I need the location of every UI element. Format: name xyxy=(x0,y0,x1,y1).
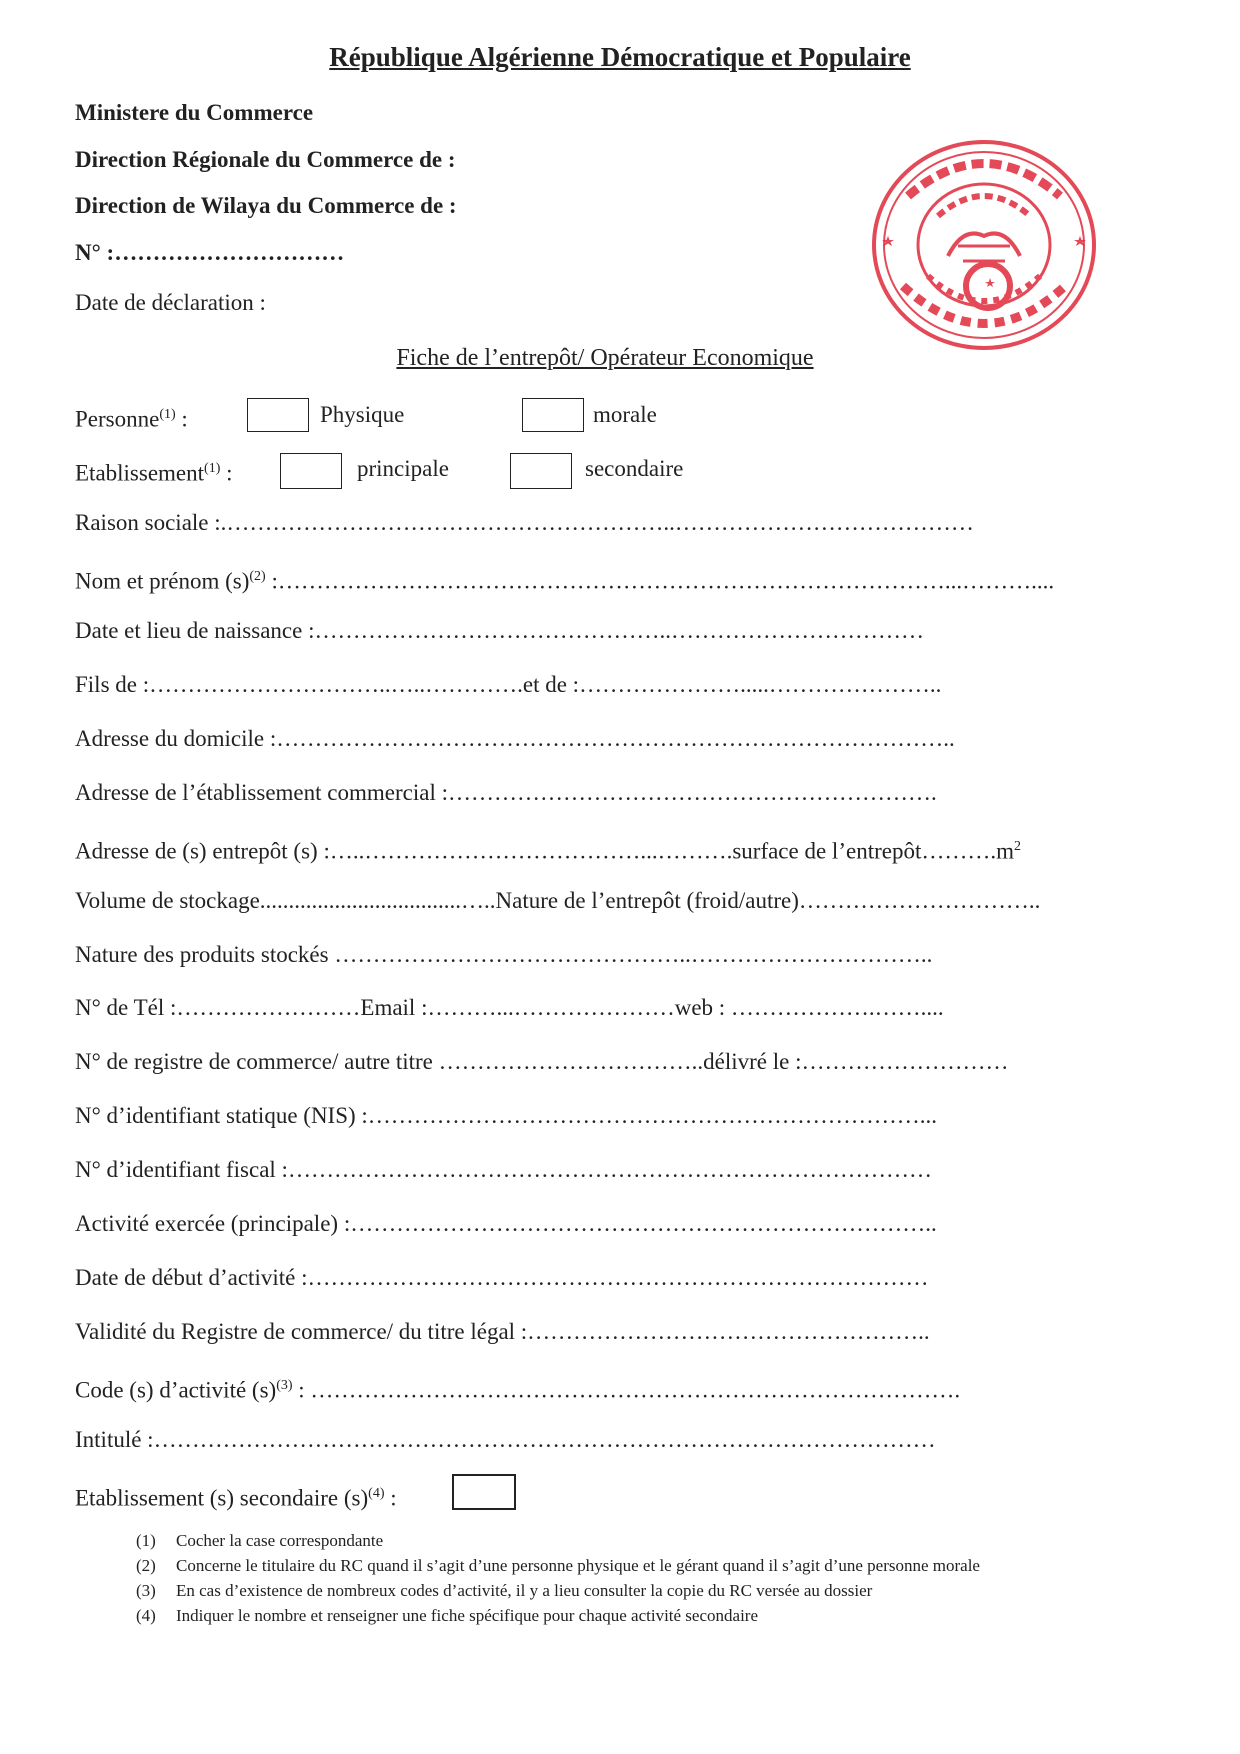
adresse-domicile-field[interactable]: Adresse du domicile :…………………………………………………………………………….. xyxy=(75,726,955,751)
ministry-line: Ministere du Commerce xyxy=(75,100,314,125)
country-title: République Algérienne Démocratique et Populaire xyxy=(329,42,911,72)
footnote-4: (4) Indiquer le nombre et renseigner une fiche spécifique pour chaque activité secondaire xyxy=(136,1606,758,1625)
footnotes xyxy=(136,1528,980,1628)
intitule-field[interactable]: Intitulé :………………………………………………………………………………………… xyxy=(75,1427,936,1452)
code-activite-field[interactable]: Code (s) d’activité $(s)^{(3)}$ : …………………………………………………………………………. xyxy=(75,1377,961,1403)
filiation-field[interactable]: Fils de :…………………………..…..………….et de :………………….....………………….. xyxy=(75,672,942,697)
option-principale: principale xyxy=(357,456,449,481)
contact-field[interactable]: N° de Tél :……………………Email :………...…………………web : ……………….…….... xyxy=(75,995,944,1020)
number-line: N° :………………………… xyxy=(75,240,345,265)
adresse-etablissement-field[interactable]: Adresse de l’établissement commercial :………………………………………………………. xyxy=(75,780,937,805)
debut-activite-field[interactable]: Date de début d’activité :……………………………………………………………………… xyxy=(75,1265,929,1290)
declaration-date-line: Date de déclaration : xyxy=(75,290,266,315)
option-morale: morale xyxy=(593,402,657,427)
official-seal-icon xyxy=(868,136,1100,354)
nature-produits-field[interactable]: Nature des produits stockés ………………………………………..………………………….. xyxy=(75,942,933,967)
regional-direction-line: Direction Régionale du Commerce de : xyxy=(75,147,456,172)
nis-field[interactable]: N° d’identifiant statique (NIS) :………………………………………………………………... xyxy=(75,1103,938,1128)
option-secondaire: secondaire xyxy=(585,456,684,481)
activite-principale-field[interactable]: Activité exercée (principale) :………………………………………………………………….. xyxy=(75,1211,937,1236)
option-physique: Physique xyxy=(320,402,405,427)
adresse-entrepot-field[interactable]: Adresse de (s) entrepôt (s) :…..………………………………...……….surface de $l’entrepôt\dots\dots\dots.m^2$ xyxy=(75,838,1021,864)
checkbox-secondaire[interactable] xyxy=(510,453,572,489)
nif-field[interactable]: N° d’identifiant fiscal :………………………………………………………………………… xyxy=(75,1157,932,1182)
checkbox-etablissements-secondaires[interactable] xyxy=(452,1474,516,1510)
footnote-1: (1) Cocher la case correspondante xyxy=(136,1531,384,1550)
footnote-2: (2) Concerne le titulaire du RC quand il s’agit d’une personne physique et le gérant quand il s’agit d’une personne morale xyxy=(136,1556,980,1575)
etablissement-label: Etablissement$^{(1)}$ : xyxy=(75,460,233,486)
checkbox-physique[interactable] xyxy=(247,398,309,432)
form-title: Fiche de l’entrepôt/ Opérateur Economique xyxy=(396,345,814,371)
etablissements-secondaires-label: Etablissement (s) secondaire $(s)^{(4)}$ : xyxy=(75,1485,397,1511)
nom-prenom-field[interactable]: Nom et prénom $(s)^{(2)}$ :……………………………………………………………………………...……….... xyxy=(75,568,1055,594)
footnote-3: (3) En cas d’existence de nombreux codes d’activité, il y a lieu consulter la copie du RC versée au dossier xyxy=(136,1581,873,1600)
wilaya-direction-line: Direction de Wilaya du Commerce de : xyxy=(75,193,457,218)
volume-stockage-field[interactable]: Volume de stockage...................................…..Nature de l’entrepôt (froid/autre)………………………….. xyxy=(75,888,1041,913)
raison-sociale-field[interactable]: Raison sociale :.…………………………………………………..………………………………… xyxy=(75,510,974,535)
personne-label: Personne$^{(1)}$ : xyxy=(75,406,188,432)
checkbox-morale[interactable] xyxy=(522,398,584,432)
checkbox-principale[interactable] xyxy=(280,453,342,489)
validite-registre-field[interactable]: Validité du Registre de commerce/ du titre légal :…………………………………………….. xyxy=(75,1319,930,1344)
registre-commerce-field[interactable]: N° de registre de commerce/ autre titre ……………………………..délivré le :……………………… xyxy=(75,1049,1009,1074)
naissance-field[interactable]: Date et lieu de naissance :………………………………………..…………………………… xyxy=(75,618,924,643)
